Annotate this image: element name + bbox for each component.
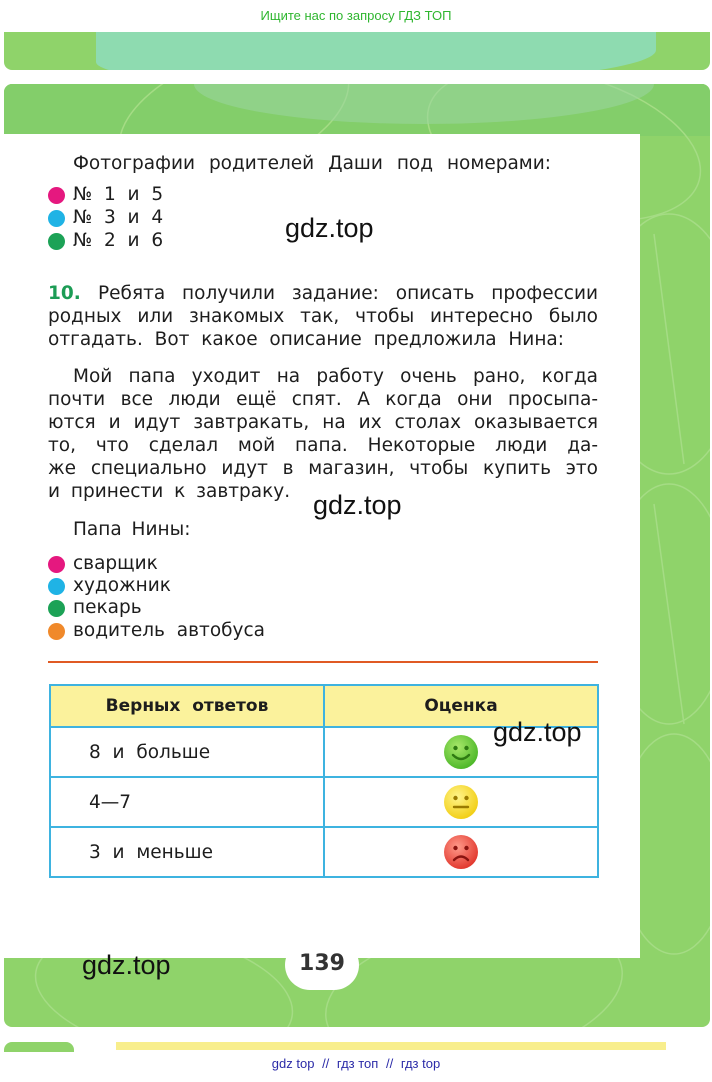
answer-dot-green[interactable]	[48, 600, 65, 617]
photo-option-3[interactable]: № 2 и 6	[73, 230, 164, 251]
divider	[48, 661, 598, 663]
option-dot-green[interactable]	[48, 233, 65, 250]
story-line-3: ются и идут завтракать, на их столах оказывается	[48, 412, 598, 433]
watermark: gdz.top	[82, 950, 171, 980]
table-cell	[324, 777, 598, 827]
page-number: 139	[299, 951, 345, 976]
table-cell: 4—7	[50, 777, 324, 827]
watermark: gdz.top	[285, 213, 374, 243]
story-line-2: почти все люди ещё спят. А когда они просыпа-	[48, 389, 598, 410]
previous-page-edge	[4, 32, 710, 70]
leaf-decoration	[96, 32, 656, 70]
task-number: 10.	[48, 283, 81, 304]
link-separator: //	[322, 1056, 330, 1071]
table-header: Верных ответов	[50, 685, 324, 727]
yellow-neutral-icon	[443, 784, 479, 820]
next-page-edge	[116, 1042, 666, 1050]
task-line-2: родных или знакомых так, чтобы интересно было	[48, 306, 598, 327]
answer-option-4[interactable]: водитель автобуса	[73, 620, 266, 641]
story-line-5: же специально идут в магазин, чтобы купить это	[48, 458, 598, 479]
option-dot-blue[interactable]	[48, 210, 65, 227]
answer-option-1[interactable]: сварщик	[73, 553, 158, 574]
answer-dot-orange[interactable]	[48, 623, 65, 640]
table-row	[50, 777, 598, 827]
answer-option-2[interactable]: художник	[73, 575, 171, 596]
task-line-1: Ребята получили задание: описать профессии	[98, 283, 598, 304]
next-page-edge	[4, 1042, 74, 1052]
watermark: gdz.top	[493, 717, 582, 747]
photo-option-1[interactable]: № 1 и 5	[73, 184, 164, 205]
table-row	[50, 827, 598, 877]
question-text: Папа Нины:	[73, 519, 191, 540]
table-header: Оценка	[324, 685, 598, 727]
task-line-3: отгадать. Вот какое описание предложила Нина:	[48, 329, 564, 350]
story-line-4: то, что сделал мой папа. Некоторые люди да-	[48, 435, 598, 456]
story-line-1: Мой папа уходит на работу очень рано, когда	[73, 366, 598, 387]
red-frown-icon	[443, 834, 479, 870]
top-banner[interactable]: Ищите нас по запросу ГДЗ ТОП	[260, 8, 452, 23]
answer-dot-pink[interactable]	[48, 556, 65, 573]
intro-text: Фотографии родителей Даши под номерами:	[73, 153, 551, 174]
bottom-link[interactable]: gdz top	[271, 1056, 315, 1071]
answer-option-3[interactable]: пекарь	[73, 597, 142, 618]
bottom-links	[0, 1052, 712, 1076]
story-line-6: и принести к завтраку.	[48, 481, 291, 502]
photo-option-2[interactable]: № 3 и 4	[73, 207, 164, 228]
watermark: gdz.top	[313, 490, 402, 520]
table-cell	[324, 827, 598, 877]
bottom-link[interactable]: гдз топ	[336, 1056, 379, 1071]
table-cell: 3 и меньше	[50, 827, 324, 877]
option-dot-pink[interactable]	[48, 187, 65, 204]
link-separator: //	[385, 1056, 394, 1071]
grade-table	[49, 684, 599, 878]
table-cell: 8 и больше	[50, 727, 324, 777]
green-smiley-icon	[443, 734, 479, 770]
answer-dot-blue[interactable]	[48, 578, 65, 595]
bottom-link[interactable]: гдз top	[400, 1056, 441, 1071]
